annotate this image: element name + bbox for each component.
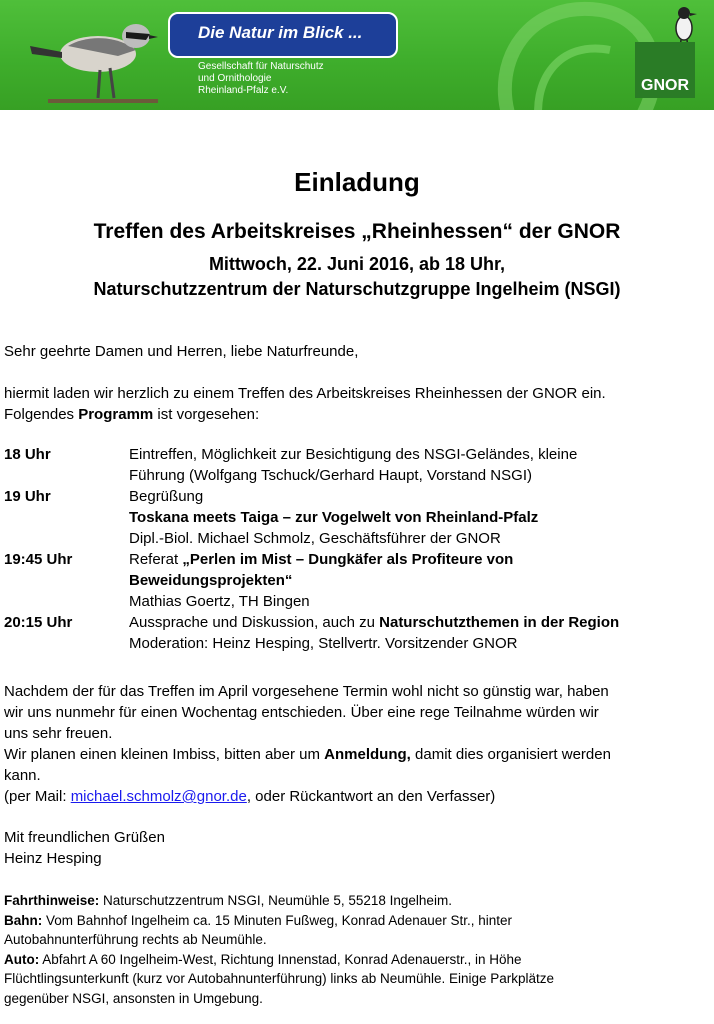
brand-box (168, 12, 398, 58)
text: damit dies organisiert werden (410, 746, 611, 763)
train-label: Bahn: (4, 912, 43, 928)
closing-paragraph (4, 681, 611, 807)
society-line: und Ornithologie (198, 73, 272, 84)
program-text (129, 612, 704, 633)
meeting-title: Treffen des Arbeitskreises „Rheinhessen“ der GNOR (93, 220, 621, 243)
program-text: Führung (Wolfgang Tschuck/Gerhard Haupt, Vorstand NSGI) (129, 467, 532, 484)
gnor-logo (635, 42, 695, 98)
program-item (4, 549, 704, 612)
text-line: gegenüber NSGI, ansonsten in Umgebung. (4, 990, 263, 1006)
text-line (4, 786, 611, 807)
program-time: 19:45 Uhr (4, 551, 73, 568)
text-line (4, 911, 554, 931)
meeting-date: Mittwoch, 22. Juni 2016, ab 18 Uhr, (208, 254, 506, 274)
intro-line (4, 404, 259, 425)
text-line: Nachdem der für das Treffen im April vorgesehene Termin wohl nicht so günstig war, haben (4, 683, 609, 700)
registration-keyword: Anmeldung, (324, 746, 411, 763)
text: , oder Rückantwort an den Verfasser) (246, 788, 496, 805)
program-item (4, 486, 704, 549)
logo-text: GNOR (641, 77, 689, 94)
program-talk-title: Toskana meets Taiga – zur Vogelwelt von Rheinland-Pfalz (129, 509, 539, 526)
directions-label: Fahrthinweise: (4, 893, 100, 908)
email-link[interactable]: michael.schmolz@gnor.de (70, 788, 247, 805)
society-name (198, 61, 324, 97)
program-time: 18 Uhr (4, 446, 51, 463)
program-text: Dipl.-Biol. Michael Schmolz, Geschäftsführer der GNOR (129, 530, 501, 547)
greeting-line: Mit freundlichen Grüßen (4, 829, 165, 846)
program-time: 20:15 Uhr (4, 614, 73, 631)
society-line: Rheinland-Pfalz e.V. (198, 85, 289, 96)
text: (per Mail: (4, 788, 71, 805)
meeting-location: Naturschutzzentrum der Naturschutzgruppe Ingelheim (NSGI) (93, 279, 621, 299)
text: ist vorgesehen: (153, 406, 260, 423)
intro-line: hiermit laden wir herzlich zu einem Treffen des Arbeitskreises Rheinhessen der GNOR ein. (4, 385, 606, 402)
program-item (4, 612, 704, 654)
text: Abfahrt A 60 Ingelheim-West, Richtung Innenstad, Konrad Adenauerstr., in Höhe (39, 951, 522, 967)
greeting (4, 827, 165, 869)
program-text (129, 549, 704, 570)
signature: Heinz Hesping (4, 850, 102, 867)
program-text: Mathias Goertz, TH Bingen (129, 593, 310, 610)
text-line: Flüchtlingsunterkunft (kurz vor Autobahnunterführung) links ab Neumühle. Einige Parkplätze (4, 971, 555, 986)
text-line: Autobahnunterführung rechts ab Neumühle. (4, 932, 267, 947)
program-text: Moderation: Heinz Hesping, Stellvertr. Vorsitzender GNOR (129, 635, 518, 652)
header-banner (0, 0, 714, 110)
program-talk-title: „Perlen im Mist – Dungkäfer als Profiteure von (182, 551, 514, 568)
program-keyword: Programm (78, 406, 154, 423)
society-line: Gesellschaft für Naturschutz (198, 61, 324, 72)
car-label: Auto: (4, 951, 40, 967)
text: Wir planen einen kleinen Imbiss, bitten aber um (4, 746, 325, 763)
text-line (4, 744, 611, 765)
program-time: 19 Uhr (4, 488, 51, 505)
directions (4, 891, 554, 1008)
program-item (4, 444, 704, 486)
text: Folgendes (4, 406, 79, 423)
text: Naturschutzzentrum NSGI, Neumühle 5, 55218 Ingelheim. (99, 893, 452, 908)
text-line: kann. (4, 767, 41, 784)
program-topic: Naturschutzthemen in der Region (379, 614, 620, 631)
salutation: Sehr geehrte Damen und Herren, liebe Naturfreunde, (4, 343, 359, 360)
text: Vom Bahnhof Ingelheim ca. 15 Minuten Fußweg, Konrad Adenauer Str., hinter (42, 912, 513, 928)
text: Referat (129, 551, 183, 568)
brand-title: Die Natur im Blick ... (198, 23, 363, 42)
program-text: Begrüßung (129, 488, 204, 505)
text-line: uns sehr freuen. (4, 725, 113, 742)
text-line (4, 891, 554, 911)
text-line (4, 950, 554, 970)
program-text: Eintreffen, Möglichkeit zur Besichtigung des NSGI-Geländes, kleine (129, 446, 578, 463)
invitation-heading: Einladung (294, 167, 420, 197)
text: Aussprache und Diskussion, auch zu (129, 614, 380, 631)
shrike-bird-icon (28, 6, 168, 106)
program-list (4, 444, 704, 654)
program-talk-title: Beweidungsprojekten“ (129, 572, 293, 589)
text-line: wir uns nunmehr für einen Wochentag entschieden. Über eine rege Teilnahme würden wir (4, 704, 599, 721)
